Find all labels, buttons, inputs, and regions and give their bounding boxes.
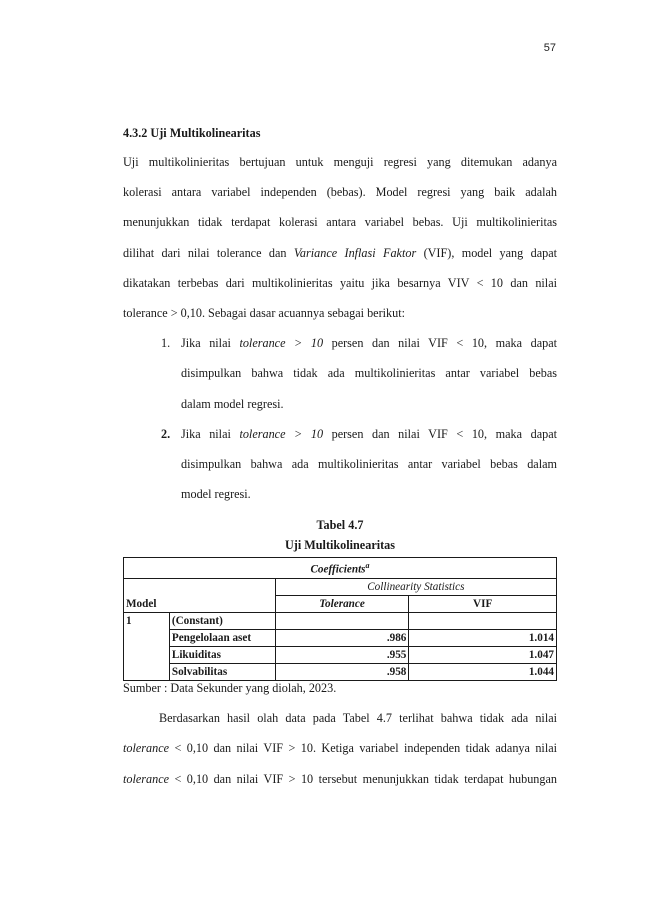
intro-line: menunjukkan tidak terdapat kolerasi antara variabel bebas. Uji multikolinieritas — [123, 215, 557, 230]
conclusion-text: < 0,10 dan nilai VIF > 10. Ketiga variabel independen tidak adanya nilai — [169, 741, 557, 756]
table-title-cell — [124, 558, 557, 579]
table-label: Tabel 4.7 — [316, 518, 364, 533]
conclusion-line — [123, 733, 557, 763]
conclusion-paragraph — [123, 703, 557, 794]
criteria-text: persen dan nilai VIF < 10, maka dapat — [323, 426, 558, 441]
criteria-text: persen dan nilai VIF < 10, maka dapat — [323, 336, 558, 351]
model-header: Model — [124, 596, 276, 613]
table-title: Uji Multikolinearitas — [284, 538, 396, 553]
criteria-text: Jika nilai — [181, 336, 240, 351]
criteria-line — [181, 328, 557, 358]
criteria-italic: tolerance > 10 — [239, 426, 324, 441]
intro-italic-term: Variance Inflasi Faktor — [293, 245, 417, 260]
conclusion-italic: tolerance — [123, 771, 170, 786]
criteria-item — [123, 328, 557, 419]
coefficients-table — [123, 557, 557, 681]
vif-value — [409, 613, 557, 630]
intro-line: dikatakan terbebas dari multikolinieritas yaitu jika besarnya VIV < 10 dan nilai — [123, 275, 557, 290]
table-caption — [123, 515, 557, 555]
section-title: 4.3.2 Uji Multikolinearitas — [123, 126, 261, 140]
tolerance-header: Tolerance — [275, 596, 409, 613]
criteria-italic: tolerance > 10 — [239, 336, 324, 351]
vif-value: 1.044 — [409, 664, 557, 681]
tolerance-value: .986 — [275, 630, 409, 647]
variable-name: Solvabilitas — [169, 664, 275, 681]
criteria-text: Jika nilai — [181, 426, 240, 441]
table-source: Sumber : Data Sekunder yang diolah, 2023. — [123, 681, 337, 696]
variable-name: Pengelolaan aset — [169, 630, 275, 647]
intro-line: tolerance > 0,10. Sebagai dasar acuannya sebagai berikut: — [123, 306, 405, 321]
empty-header-cell — [124, 579, 276, 596]
table-column-header-row — [124, 596, 557, 613]
criteria-line: disimpulkan bahwa tidak ada multikolinieritas antar variabel bebas — [181, 366, 557, 381]
conclusion-text: < 0,10 dan nilai VIF > 10 tersebut menunjukkan tidak terdapat hubungan — [169, 771, 557, 786]
conclusion-italic: tolerance — [123, 741, 170, 756]
model-number: 1 — [124, 613, 170, 681]
intro-text: dilihat dari nilai tolerance dan — [123, 245, 294, 260]
criteria-line: dalam model regresi. — [181, 396, 284, 411]
table-row — [124, 664, 557, 681]
criteria-line: model regresi. — [181, 487, 251, 502]
criteria-item — [123, 419, 557, 510]
tolerance-value — [275, 613, 409, 630]
variable-name: (Constant) — [169, 613, 275, 630]
intro-line: Uji multikolinieritas bertujuan untuk menguji regresi yang ditemukan adanya — [123, 155, 557, 169]
variable-name: Likuiditas — [169, 647, 275, 664]
coefficients-title: Coefficients — [310, 564, 366, 577]
criteria-number: 2. — [161, 426, 171, 441]
table-row — [124, 647, 557, 664]
vif-header: VIF — [409, 596, 557, 613]
page-content — [123, 125, 557, 794]
tolerance-value: .958 — [275, 664, 409, 681]
intro-paragraph — [123, 147, 557, 328]
collinearity-header: Collinearity Statistics — [275, 579, 556, 596]
criteria-line: disimpulkan bahwa ada multikolinieritas antar variabel bebas dalam — [181, 457, 557, 472]
vif-value: 1.047 — [409, 647, 557, 664]
page-number: 57 — [543, 42, 556, 54]
intro-line — [123, 238, 557, 268]
conclusion-line: Berdasarkan hasil olah data pada Tabel 4.7 terlihat bahwa tidak ada nilai — [159, 711, 557, 726]
intro-text: (VIF), model yang dapat — [416, 245, 557, 260]
table-title-row — [124, 558, 557, 579]
table-group-header-row — [124, 579, 557, 596]
criteria-number: 1. — [161, 336, 171, 351]
tolerance-value: .955 — [275, 647, 409, 664]
criteria-list — [123, 328, 557, 509]
table-row — [124, 630, 557, 647]
coefficients-superscript: a — [365, 561, 370, 571]
vif-value: 1.014 — [409, 630, 557, 647]
table-row — [124, 613, 557, 630]
criteria-line — [181, 419, 557, 449]
conclusion-line — [123, 764, 557, 794]
intro-line: kolerasi antara variabel independen (bebas). Model regresi yang baik adalah — [123, 185, 557, 200]
